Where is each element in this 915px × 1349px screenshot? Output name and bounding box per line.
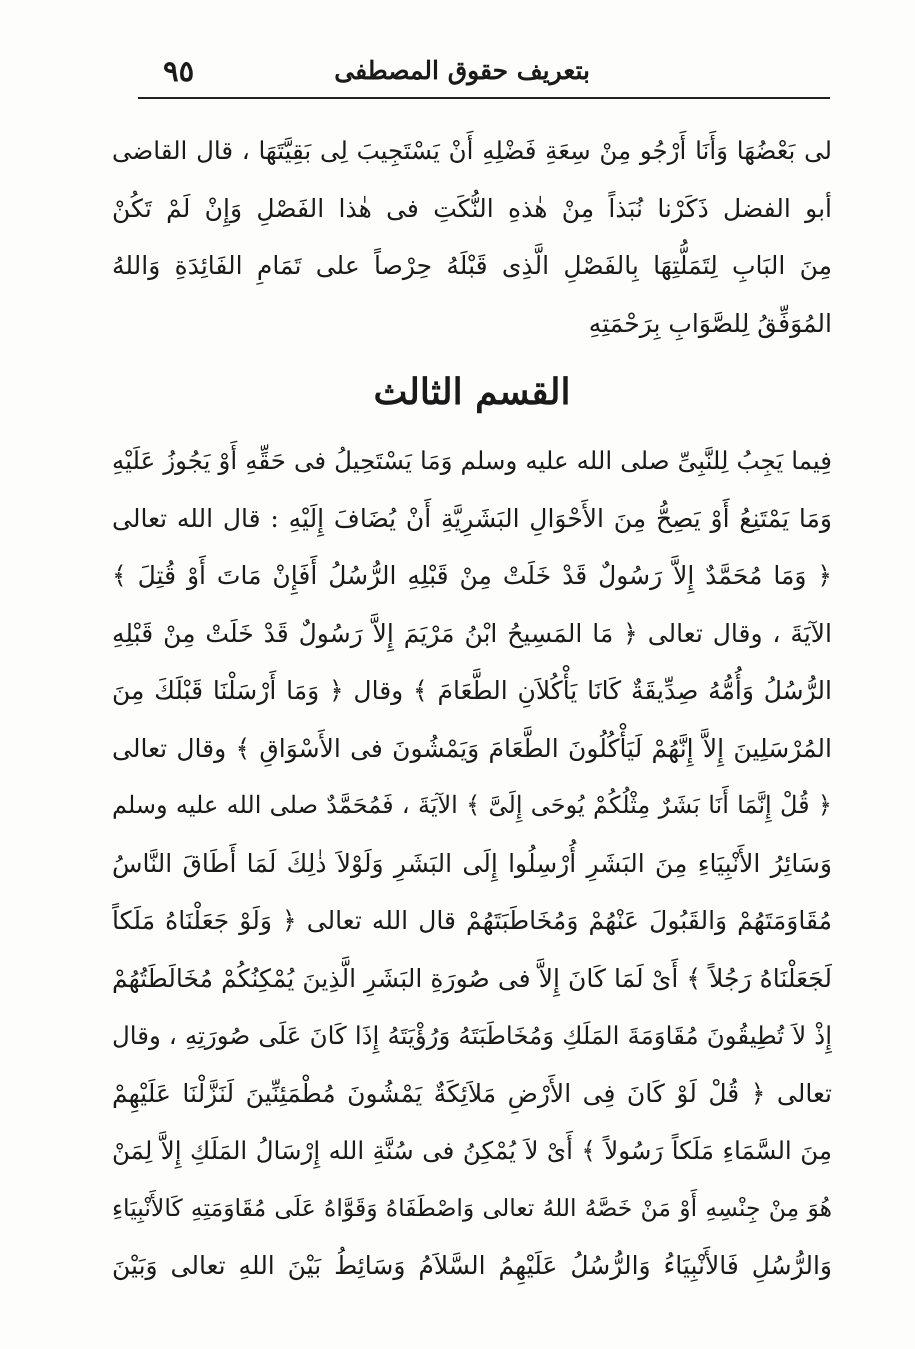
text-line: مُقَاوَمَتَهُمْ وَالقَبُولَ عَنْهُمْ وَمُخَاطَبَتَهُمْ قال الله تعالى ﴿ وَلَوْ جَعَلْنَاهُ مَلَكاً xyxy=(112,906,832,935)
text-line: إِذْ لاَ تُطِيقُونَ مُقَاوَمَةَ المَلَكِ وَمُخَاطَبَتَهُ وَرُؤْيَتَهُ إِذَا كَانَ عَلَى صُورَتِهِ ، وقال xyxy=(112,1021,832,1050)
section-title: القسم الثالث xyxy=(373,371,571,413)
text-line: الآيَةَ ، وقال تعالى ﴿ مَا المَسِيحُ ابْنُ مَرْيَمَ إِلاَّ رَسُولٌ قَدْ خَلَتْ مِنْ قَبْلِهِ xyxy=(112,618,832,648)
text-line: وَمَا يَمْتَنِعُ أَوْ يَصِحُّ مِنَ الأَحْوَالِ البَشَرِيَّةِ أَنْ يُضَافَ إِلَيْهِ : قال الله تعالى xyxy=(112,503,832,533)
text-line: الرُّسُلُ وَأُمُّهُ صِدِّيقَةٌ كَانَا يَأْكُلاَنِ الطَّعَامَ ﴾ وقال ﴿ وَمَا أَرْسَلْنَا قَبْلَكَ مِنَ xyxy=(112,676,832,705)
text-line: هُوَ مِنْ جِنْسِهِ أَوْ مَنْ خَصَّهُ اللهُ تعالى وَاصْطَفَاهُ وَقَوَّاهُ عَلَى مُقَاوَمَتِهِ كَالأَنْبِيَاءِ xyxy=(112,1193,832,1222)
page-body xyxy=(112,122,832,1295)
running-title: بتعريف حقوق المصطفى xyxy=(334,56,590,85)
text-line: المُرْسَلِينَ إِلاَّ إِنَّهُمْ لَيَأْكُلُونَ الطَّعَامَ وَيَمْشُونَ فى الأَسْوَاقِ ﴾ وقال تعالى xyxy=(112,733,832,763)
text-line: وَالرُّسُلِ فَالأَنْبِيَاءُ وَالرُّسُلُ عَلَيْهِمُ السَّلاَمُ وَسَائِطُ بَيْنَ اللهِ تعالى وَبَيْنَ xyxy=(112,1251,832,1280)
text-line: لى بَعْضُهَا وَأَنَا أَرْجُو مِنْ سِعَةِ فَضْلِهِ أَنْ يَسْتَجِيبَ لِى بَقِيَّتَهَا ، قال القاضى xyxy=(112,136,832,165)
page-header xyxy=(135,52,825,92)
text-line: وَسَائِرُ الأَنْبِيَاءِ مِنَ البَشَرِ أُرْسِلُوا إِلَى البَشَرِ وَلَوْلاَ ذٰلِكَ لَمَا أَطَاقَ النَّاسُ xyxy=(112,848,832,878)
text-line: مِنَ البَابِ لِتَمَلُّتِهَا بِالفَصْلِ الَّذِى قَبْلَهُ حِرْصاً على تَمَامِ الفَائِدَةِ وَاللهُ xyxy=(112,251,832,280)
text-line: مِنَ السَّمَاءِ مَلَكاً رَسُولاً ﴾ أَىْ لاَ يُمْكِنُ فى سُنَّةِ الله إِرْسَالُ المَلَكِ إِلاَّ لِمَنْ xyxy=(112,1136,832,1165)
text-line: تعالى ﴿ قُلْ لَوْ كَانَ فِى الأَرْضِ مَلاَئِكَةٌ يَمْشُونَ مُطْمَئِنِّينَ لَنَزَّلْنَا عَلَيْهِمْ xyxy=(112,1078,832,1108)
text-line: المُوَفِّقُ لِلصَّوَابِ بِرَحْمَتِهِ xyxy=(588,308,832,338)
text-line: ﴿ وَمَا مُحَمَّدٌ إِلاَّ رَسُولٌ قَدْ خَلَتْ مِنْ قَبْلِهِ الرُّسُلُ أَفَإِنْ مَاتَ أَوْ قُتِلَ ﴾ xyxy=(112,561,832,590)
text-line: ﴿ قُلْ إِنَّمَا أَنَا بَشَرٌ مِثْلُكُمْ يُوحَى إِلَىَّ ﴾ الآيَةَ ، فَمُحَمَّدٌ صلى الله عليه وسلم xyxy=(112,791,832,819)
text-line: فِيما يَجِبُ لِلنَّبِىِّ صلى الله عليه وسلم وَمَا يَسْتَحِيلُ فى حَقِّهِ أَوْ يَجُوزُ عَلَيْهِ xyxy=(112,446,832,475)
text-line: أبو الفضل ذَكَرْنا نُبَذاً مِنْ هٰذهِ النُّكَتِ فى هٰذا الفَصْلِ وَإِنْ لَمْ تَكُنْ xyxy=(112,193,832,223)
header-rule xyxy=(138,97,830,99)
page-number: ٩٥ xyxy=(163,54,195,88)
text-line: لَجَعَلْنَاهُ رَجُلاً ﴾ أَىْ لَمَا كَانَ إِلاَّ فى صُورَةِ البَشَرِ الَّذِينَ يُمْكِنُكُمْ مُخَالَطَتُهُمْ xyxy=(112,963,832,993)
